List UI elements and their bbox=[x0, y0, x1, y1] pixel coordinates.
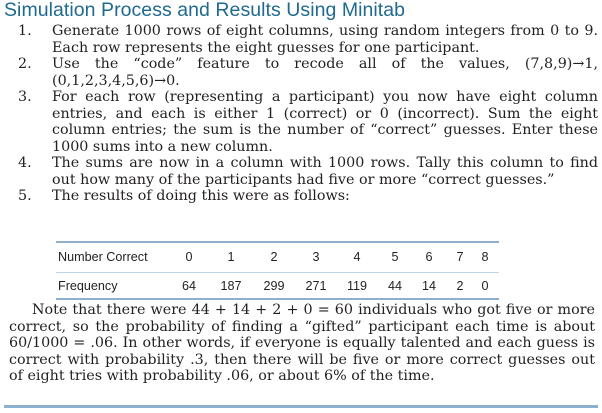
step-text: Generate 1000 rows of eight columns, using random integers from 0 to 9. Each row represents the eight guesses for one participant. bbox=[52, 23, 598, 56]
results-table bbox=[56, 241, 499, 300]
step-text: The sums are now in a column with 1000 rows. Tally this column to find out how many of the participants had five or more “correct guesses.” bbox=[52, 155, 598, 188]
step-text: For each row (representing a participant) you now have eight column entries, and each is either 1 (correct) or 0 (incorrect). Sum the eight column entries; the sum is the number of “correct” guesses. Enter these 1000 sums into a new column. bbox=[52, 89, 598, 155]
table-cell: 8 bbox=[481, 250, 489, 264]
table-cell: 14 bbox=[421, 279, 437, 293]
section-title: Simulation Process and Results Using Minitab bbox=[4, 0, 406, 21]
table-cell: 1 bbox=[227, 250, 235, 264]
step-item bbox=[18, 89, 598, 155]
bottom-divider bbox=[4, 405, 598, 408]
table-cell: 299 bbox=[263, 279, 285, 293]
table-cell: 64 bbox=[181, 279, 197, 293]
table-cell: 3 bbox=[312, 250, 320, 264]
step-item bbox=[18, 23, 598, 56]
step-number: 3. bbox=[18, 89, 32, 105]
table-cell: 2 bbox=[270, 250, 278, 264]
step-item bbox=[18, 188, 598, 205]
step-item bbox=[18, 56, 598, 89]
table-cell: 0 bbox=[481, 279, 489, 293]
table-header-row bbox=[56, 243, 499, 272]
table-cell: 6 bbox=[425, 250, 433, 264]
step-text: Use the “code” feature to recode all of the values, (7,8,9)→1, (0,1,2,3,4,5,6)→0. bbox=[52, 56, 598, 89]
step-number: 4. bbox=[18, 155, 32, 171]
table-cell: 271 bbox=[305, 279, 327, 293]
number-correct-label: Number Correct bbox=[58, 250, 148, 264]
table-cell: 5 bbox=[391, 250, 399, 264]
table-cell: 0 bbox=[185, 250, 193, 264]
frequency-label: Frequency bbox=[58, 279, 118, 293]
step-number: 5. bbox=[18, 188, 32, 204]
step-number: 1. bbox=[18, 23, 32, 39]
step-list bbox=[18, 23, 598, 205]
table-cell: 4 bbox=[353, 250, 361, 264]
table-cell: 7 bbox=[456, 250, 464, 264]
step-number: 2. bbox=[18, 56, 32, 72]
conclusion-paragraph: Note that there were 44 + 14 + 2 + 0 = 60 individuals who got five or more correct, so the probability of finding a “gifted” participant each time is about 60/1000 = .06. In other words, if everyone is equally talented and each guess is correct with probability .3, then there will be five or more correct guesses out of eight tries with probability .06, or about 6% of the time. bbox=[9, 302, 595, 385]
step-item bbox=[18, 155, 598, 188]
table-cell: 119 bbox=[346, 279, 368, 293]
table-cell: 2 bbox=[456, 279, 464, 293]
table-row bbox=[56, 272, 499, 298]
table-cell: 187 bbox=[220, 279, 242, 293]
table-cell: 44 bbox=[387, 279, 403, 293]
step-text: The results of doing this were as follows: bbox=[52, 188, 350, 204]
